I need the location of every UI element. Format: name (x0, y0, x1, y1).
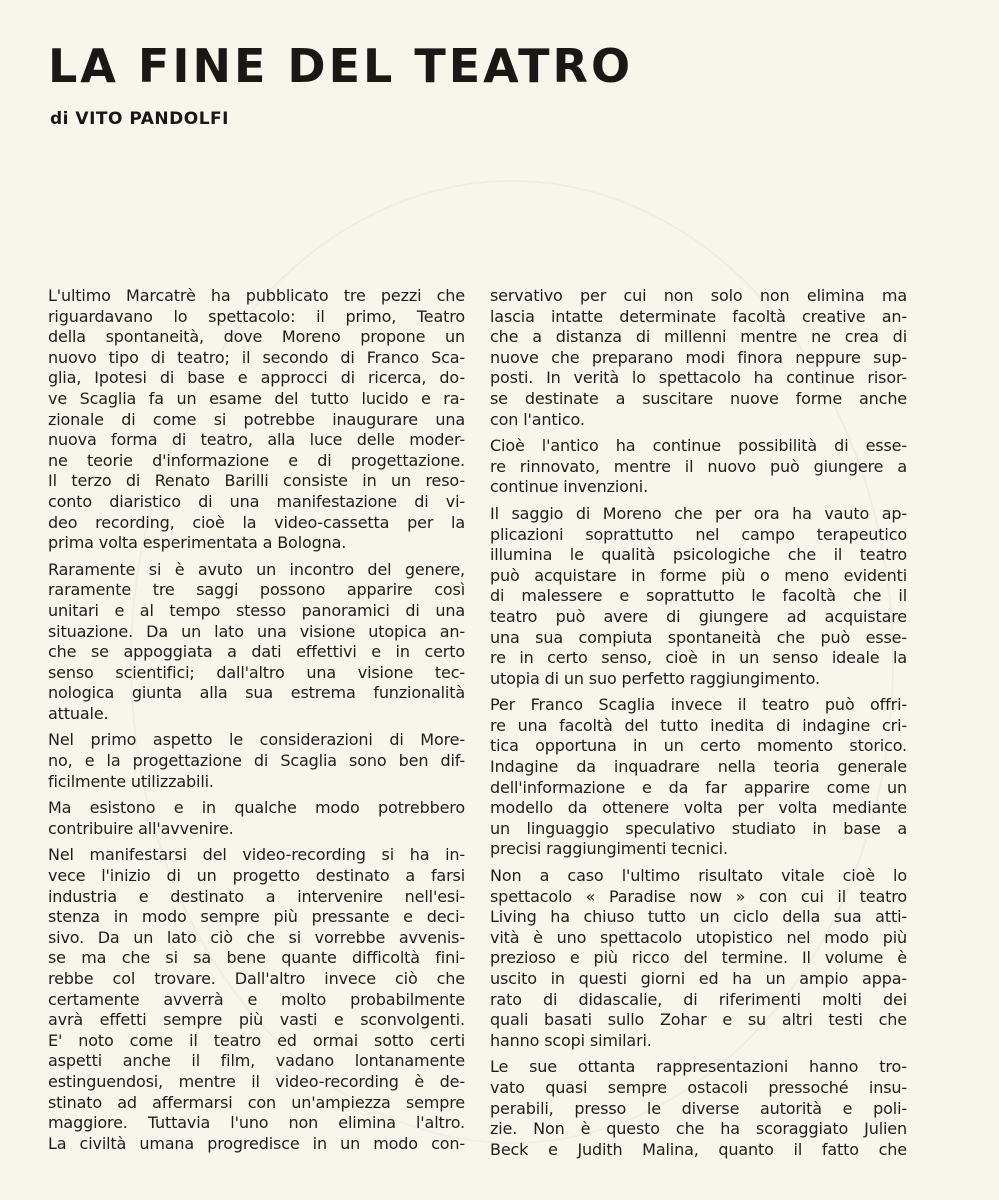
text-line: posti. In verità lo spettacolo ha continue risor- (490, 368, 907, 388)
text-line: Cioè l'antico ha continue possibilità di esse- (490, 436, 907, 456)
left-text-column (48, 286, 465, 1160)
text-line: dell'informazione e da far apparire come un (490, 777, 907, 797)
text-line: che a distanza di millenni mentre ne crea di (490, 327, 907, 347)
text-line: stinato ad affermarsi con un'ampiezza sempre (48, 1092, 465, 1112)
text-line: della spontaneità, dove Moreno propone un (48, 327, 465, 347)
text-line: che se appoggiata a dati effettivi e in certo (48, 642, 465, 662)
text-line: rato di didascalie, di riferimenti molti dei (490, 989, 907, 1009)
paragraph (490, 504, 907, 689)
text-line: Non a caso l'ultimo risultato vitale cioè lo (490, 866, 907, 886)
text-line: ne teorie d'informazione e di progettazione. (48, 450, 465, 470)
text-line: nuovo tipo di teatro; il secondo di Franco Sca- (48, 347, 465, 367)
text-line: nologica giunta alla sua estrema funzionalità (48, 683, 465, 703)
paragraph (48, 560, 465, 725)
text-line: contribuire all'avvenire. (48, 818, 234, 838)
paragraph (48, 845, 465, 1154)
text-line: aspetti anche il film, vadano lontanamente (48, 1051, 465, 1071)
text-line: plicazioni soprattutto nel campo terapeutico (490, 524, 907, 544)
text-line: glia, Ipotesi di base e approcci di ricerca, do- (48, 368, 465, 388)
text-line: Le sue ottanta rappresentazioni hanno tro- (490, 1057, 907, 1077)
text-line: raramente tre saggi possono apparire così (48, 580, 465, 600)
text-line: hanno scopi similari. (490, 1030, 652, 1050)
text-line: perabili, presso le diverse autorità e poli- (490, 1098, 907, 1118)
text-line: deo recording, cioè la video-cassetta per la (48, 512, 465, 532)
text-line: tica opportuna in un certo momento storico. (490, 736, 907, 756)
text-line: re in certo senso, cioè in un senso ideale la (490, 648, 907, 668)
text-line: senso scientifici; dall'altro una visione tec- (48, 662, 465, 682)
text-line: nuova forma di teatro, alla luce delle moder- (48, 430, 465, 450)
text-line: E' noto come il teatro ed ormai sotto certi (48, 1030, 465, 1050)
text-line: unitari e al tempo stesso panoramici di una (48, 600, 465, 620)
paragraph (490, 436, 907, 498)
text-line: Il terzo di Renato Barilli consiste in un reso- (48, 471, 465, 491)
text-line: lascia intatte determinate facoltà creative an- (490, 306, 907, 326)
text-line: La civiltà umana progredisce in un modo con- (48, 1133, 465, 1153)
article-author: di VITO PANDOLFI (50, 109, 229, 129)
text-line: zionale di come si potrebbe inaugurare una (48, 409, 465, 429)
text-line: riguardavano lo spettacolo: il primo, Teatro (48, 306, 465, 326)
paragraph (490, 866, 907, 1051)
text-line: certamente avverrà e molto probabilmente (48, 989, 465, 1009)
text-line: ve Scaglia fa un esame del tutto lucido e ra- (48, 388, 465, 408)
text-line: di malessere e soprattutto le facoltà che il (490, 586, 907, 606)
paragraph (48, 730, 465, 792)
text-line: no, e la progettazione di Scaglia sono ben dif- (48, 751, 465, 771)
text-line: vece l'inizio di un progetto destinato a farsi (48, 866, 465, 886)
text-line: Indagine da inquadrare nella teoria generale (490, 757, 907, 777)
paragraph (48, 798, 465, 839)
text-line: prezioso e più ricco del termine. Il volume è (490, 948, 907, 968)
text-line: conto diaristico di una manifestazione di vi- (48, 491, 465, 511)
text-line: Per Franco Scaglia invece il teatro può offri- (490, 695, 907, 715)
text-line: L'ultimo Marcatrè ha pubblicato tre pezzi che (48, 286, 465, 305)
text-line: Nel primo aspetto le considerazioni di More- (48, 730, 465, 750)
text-line: Raramente si è avuto un incontro del genere, (48, 559, 465, 579)
text-line: re una facoltà del tutto inedita di indagine cri- (490, 715, 907, 735)
text-line: industria e destinato a intervenire nell'esi- (48, 886, 465, 906)
text-line: estinguendosi, mentre il video-recording è de- (48, 1071, 465, 1091)
text-line: maggiore. Tuttavia l'uno non elimina l'altro. (48, 1113, 465, 1133)
paragraph (48, 286, 465, 554)
text-line: modello da ottenere volta per volta mediante (490, 798, 907, 818)
text-line: stenza in modo sempre più pressante e deci- (48, 907, 465, 927)
text-line: se ma che si sa bene quante difficoltà fini- (48, 948, 465, 968)
text-line: utopia di un suo perfetto raggiungimento. (490, 668, 820, 688)
text-line: Nel manifestarsi del video-recording si ha in- (48, 845, 465, 865)
paragraph (490, 1057, 907, 1160)
text-line: attuale. (48, 703, 109, 723)
text-line: Ma esistono e in qualche modo potrebbero (48, 798, 465, 818)
text-line: rebbe col trovare. Dall'altro invece ciò che (48, 969, 465, 988)
text-line: nuove che preparano modi finora neppure sup- (490, 347, 907, 367)
text-line: prima volta esperimentata a Bologna. (48, 533, 347, 553)
text-line: continue invenzioni. (490, 477, 649, 497)
article-title: LA FINE DEL TEATRO (48, 39, 634, 93)
text-line: sivo. Da un lato ciò che si vorrebbe avvenis- (48, 927, 465, 947)
text-line: vità è uno spettacolo utopistico nel modo più (490, 927, 907, 947)
text-line: servativo per cui non solo non elimina ma (490, 286, 907, 305)
text-line: Il saggio di Moreno che per ora ha vauto ap- (490, 503, 907, 523)
text-line: teatro può avere di giungere ad acquistare (490, 606, 907, 626)
text-line: può acquistare in forme più o meno evidenti (490, 565, 907, 585)
text-line: zie. Non è questo che ha scoraggiato Julien (490, 1119, 907, 1139)
text-line: avrà effetti sempre più vasti e sconvolgenti. (48, 1010, 465, 1030)
text-line: precisi raggiungimenti tecnici. (490, 839, 728, 859)
text-line: illumina le qualità psicologiche che il teatro (490, 545, 907, 565)
text-line: un linguaggio speculativo studiato in base a (490, 818, 907, 838)
text-line: Beck e Judith Malina, quanto il fatto che (490, 1139, 907, 1159)
text-line: spettacolo « Paradise now » con cui il teatro (490, 886, 907, 906)
text-line: situazione. Da un lato una visione utopica an- (48, 621, 465, 641)
right-text-column (490, 286, 907, 1166)
text-line: con l'antico. (490, 409, 585, 429)
text-line: ficilmente utilizzabili. (48, 771, 214, 791)
text-line: re rinnovato, mentre il nuovo può giungere a (490, 456, 907, 476)
paragraph (490, 286, 907, 430)
text-line: una sua compiuta spontaneità che può esse- (490, 627, 907, 647)
text-line: se destinate a suscitare nuove forme anche (490, 388, 907, 408)
text-line: vato quasi sempre ostacoli pressoché insu- (490, 1077, 907, 1097)
text-line: uscito in questi giorni ed ha un ampio appa- (490, 969, 907, 988)
text-line: Living ha chiuso tutto un ciclo della sua atti- (490, 907, 907, 927)
text-line: quali basati sullo Zohar e su altri testi che (490, 1010, 907, 1030)
paragraph (490, 695, 907, 860)
